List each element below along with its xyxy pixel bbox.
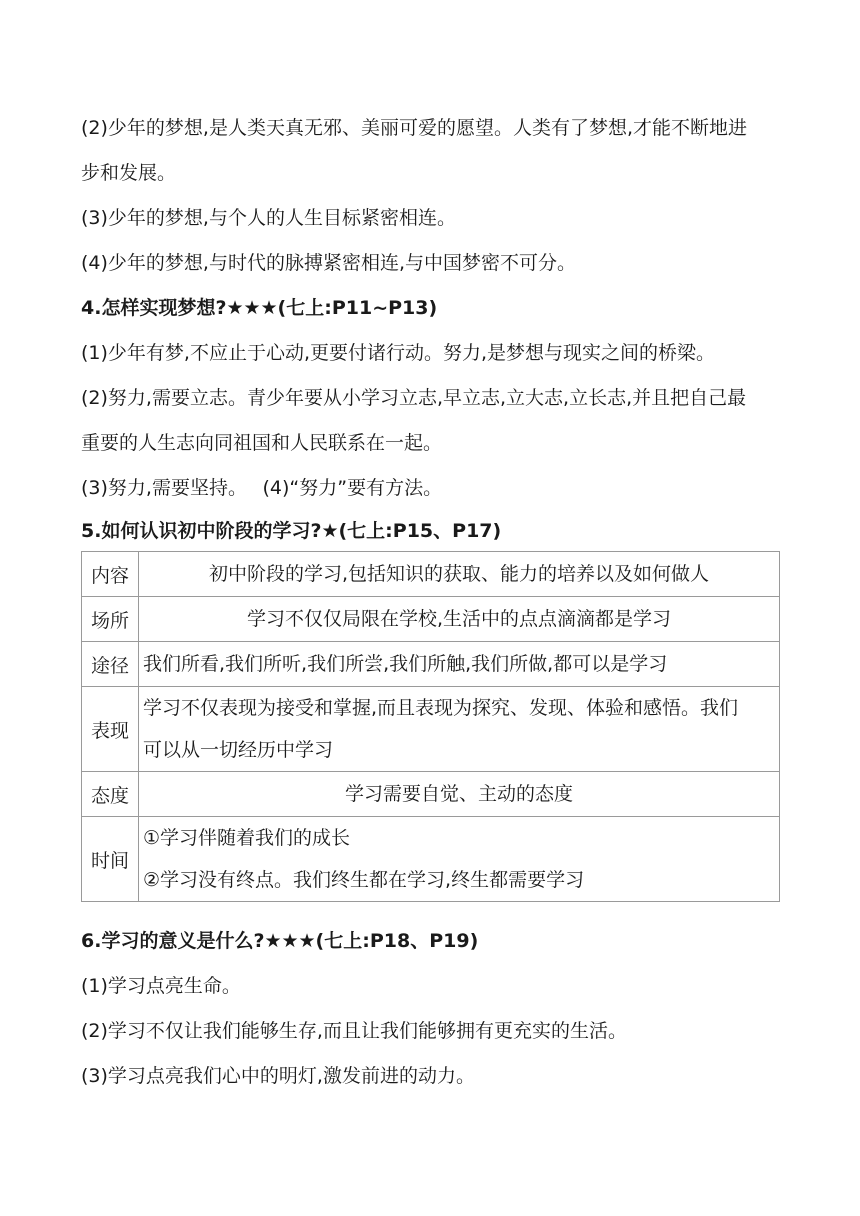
learning-table: [81, 551, 780, 902]
paragraph-line: (3)少年的梦想,与个人的人生目标紧密相连。: [81, 207, 456, 229]
table-row: [82, 597, 780, 642]
table-row: [82, 642, 780, 687]
row-label: 内容: [82, 552, 139, 597]
paragraph-line: (3)学习点亮我们心中的明灯,激发前进的动力。: [81, 1065, 475, 1087]
section-heading-5: 5.如何认识初中阶段的学习?★(七上:P15、P17): [81, 520, 502, 542]
row-value: 我们所看,我们所听,我们所尝,我们所触,我们所做,都可以是学习: [139, 642, 780, 687]
paragraph-line: (2)学习不仅让我们能够生存,而且让我们能够拥有更充实的生活。: [81, 1020, 627, 1042]
paragraph-line: 步和发展。: [81, 162, 177, 184]
table-row: [82, 817, 780, 902]
table-row: [82, 772, 780, 817]
row-label: 时间: [82, 817, 139, 902]
paragraph-line: (3)努力,需要坚持。 (4)“努力”要有方法。: [81, 477, 443, 499]
paragraph-line: (2)努力,需要立志。青少年要从小学习立志,早立志,立大志,立长志,并且把自己最: [81, 387, 747, 409]
paragraph-line: (1)学习点亮生命。: [81, 975, 241, 997]
table-row: [82, 552, 780, 597]
row-value: 学习不仅表现为接受和掌握,而且表现为探究、发现、体验和感悟。我们 可以从一切经历中学习: [139, 687, 780, 772]
paragraph-line: (4)少年的梦想,与时代的脉搏紧密相连,与中国梦密不可分。: [81, 252, 576, 274]
row-value: 学习不仅仅局限在学校,生活中的点点滴滴都是学习: [139, 597, 780, 642]
row-label: 表现: [82, 687, 139, 772]
section-heading-4: 4.怎样实现梦想?★★★(七上:P11~P13): [81, 297, 438, 319]
table-row: [82, 687, 780, 772]
paragraph-line: (2)少年的梦想,是人类天真无邪、美丽可爱的愿望。人类有了梦想,才能不断地进: [81, 117, 747, 139]
section-heading-6: 6.学习的意义是什么?★★★(七上:P18、P19): [81, 930, 479, 952]
paragraph-line: (1)少年有梦,不应止于心动,更要付诸行动。努力,是梦想与现实之间的桥梁。: [81, 342, 716, 364]
row-value: ①学习伴随着我们的成长 ②学习没有终点。我们终生都在学习,终生都需要学习: [139, 817, 780, 902]
row-label: 场所: [82, 597, 139, 642]
row-value: 初中阶段的学习,包括知识的获取、能力的培养以及如何做人: [139, 552, 780, 597]
paragraph-line: 重要的人生志向同祖国和人民联系在一起。: [81, 432, 443, 454]
row-value: 学习需要自觉、主动的态度: [139, 772, 780, 817]
row-label: 途径: [82, 642, 139, 687]
row-label: 态度: [82, 772, 139, 817]
